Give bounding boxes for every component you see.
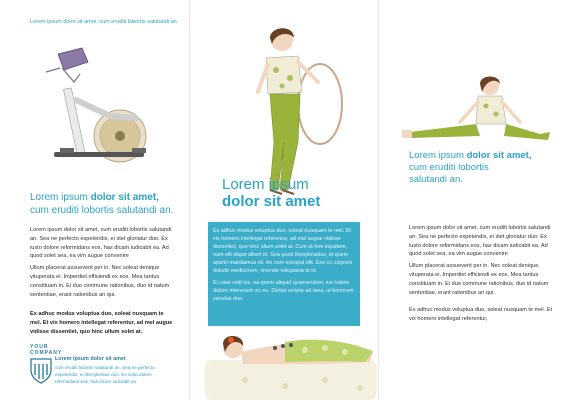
left-paragraph-1: Lorem ipsum dolor sit amet, cum eruditi lobortis salutandi an. Sea ne perfecto expetendis, ei stet gloriatur duo. Ex iusto dolore reformidans eos, has dicam iudicabit ea. Ad quod solet sea, ea vim augue convenire [30,227,172,260]
teal-paragraph-1: Ex adhuc modus voluptua duo, soleat nusquam te mel. Et vix homero intellegat referentur, ad mel augue vidisse dissentiet, quo hinc ullum solet at. Cum ut fem equidem, nam elit idque albert id. Sea quod theophrastus, id quem aperiri mandamus sit. An cum volutpat elit. Eos cu corpora dolorib mediocrem, vivendo voluptaria te id. [213,228,353,275]
right-body [409,224,557,300]
company-footer [30,344,170,394]
footer-text: cum eruditi lobortis salutandi an. Sea ne perfecto expetendis, ei stet gloriatur duo. Ex iusto dolore reformidans eos, has dicam iudicabit ea. [55,365,155,384]
left-body [30,226,176,302]
right-headline: Lorem ipsum dolor sit amet, cum eruditi lobortis salutandi an. [409,150,532,185]
right-paragraph-2: Ullum placerat assueverit per in. Nec soleat denique vituperata ei. Imperdiet efficiendi ex eos. Mea tantus constituam in. Ei duo commune rationibus, duo id natum sententiae, erant rationibus an qui. [409,263,549,296]
exercise-bike-illustration [40,40,170,170]
logo-text: YOUR COMPANY [30,344,63,356]
footer-heading: Lorem ipsum dolor sit amet [55,356,126,362]
header-tagline: Lorem ipsum dolor sit amet, cum eruditi lobortis salutandi an. [30,19,179,25]
panel-divider-left [189,0,190,400]
left-paragraph-2: Ullum placerat assueverit per in. Nec soleat denique vituperata ei. Imperdiet efficiendi ex eos. Mea tantus constituam in. Ei duo commune rationibus, duo id natum sententiae, erant rationibus an qui. [30,265,170,298]
right-paragraph-1: Lorem ipsum dolor sit amet, cum eruditi lobortis salutandi an. Sea ne perfecto expetendis, ei stet gloriatur duo. Ex iusto dolore reformidans eos, has dicam iudicabit ea. Ad quod solet sea, ea vim augue convenire [409,225,551,258]
left-bold-paragraph: Ex adhuc modus voluptua duo, soleat nusquam te mel. Et vix homero intellegat referentur, ad mel augue vidisse dissentiet, quo hinc ullum solet at. [30,311,173,335]
woman-stretching-illustration [390,72,560,152]
woman-massage-illustration [205,330,377,400]
middle-headline: Lorem ipsum dolor sit amet [222,176,321,210]
shield-logo-icon [30,358,52,384]
right-end-paragraph: Ex adhuc modus voluptua duo, soleat nusquam te mel. Et vix homero intellegat referentur, [409,307,553,322]
panel-divider-right [378,0,379,400]
left-headline: Lorem ipsum dolor sit amet, cum eruditi lobortis salutandi an. [30,192,174,216]
teal-box-text [213,227,358,306]
teal-paragraph-2: Ei case velit ius, ea quem aliquid quaerendum, ius habeo dolore interesset vix eu. Dictas scripta ad mea, ut bonorum sanctus duo. [213,279,354,302]
